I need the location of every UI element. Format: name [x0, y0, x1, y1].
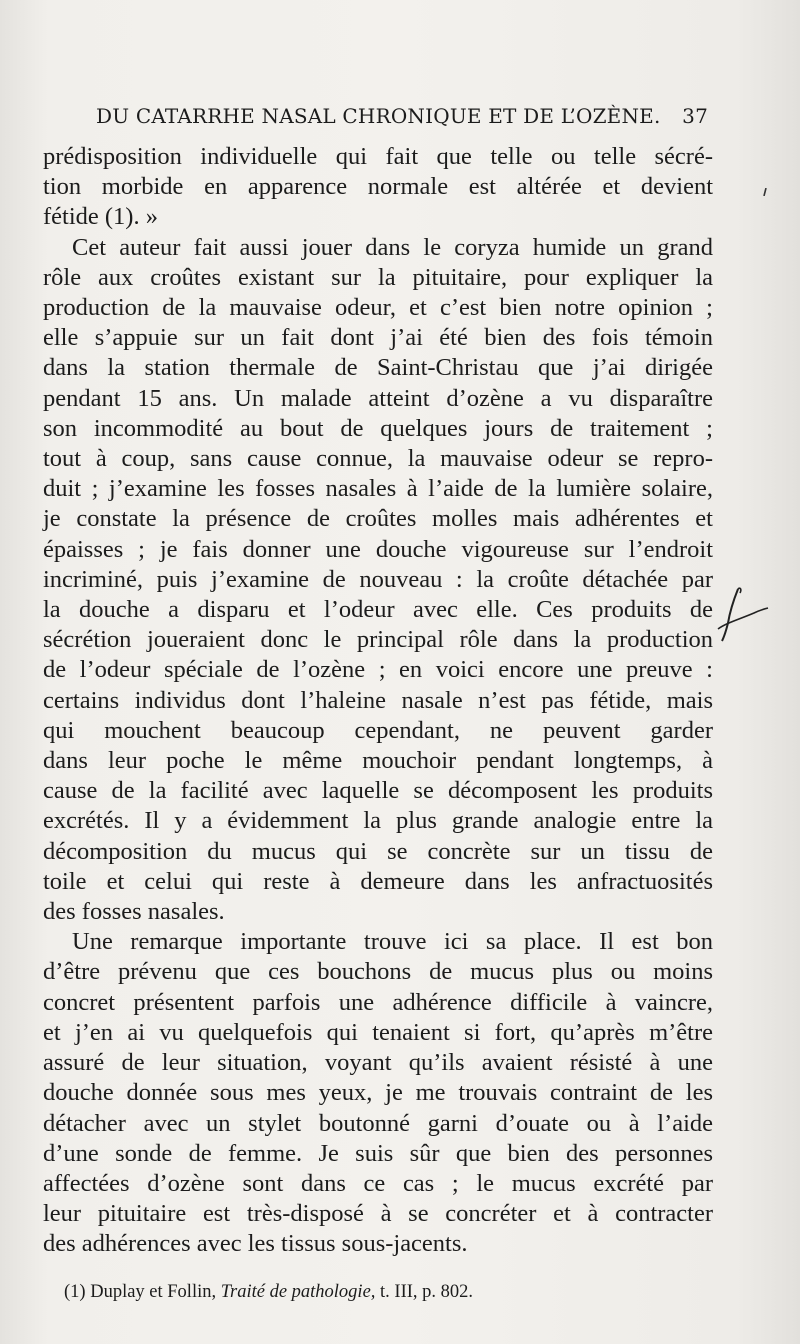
text-line: qui mouchent beaucoup cependant, ne peuvent garder: [43, 716, 713, 744]
text-line: Une remarque importante trouve ici sa place. Il est bon: [72, 928, 713, 956]
text-line: des adhérences avec les tissus sous-jacents.: [43, 1230, 468, 1258]
footnote: [64, 1282, 473, 1303]
text-line: prédisposition individuelle qui fait que telle ou telle sécré-: [43, 143, 713, 170]
text-line: la douche a disparu et l’odeur avec elle. Ces produits de: [43, 596, 713, 624]
running-title: DU CATARRHE NASAL CHRONIQUE ET DE L’OZÈNE.: [96, 104, 661, 128]
footnote-marker: (1): [64, 1282, 86, 1302]
text-line: production de la mauvaise odeur, et c’est bien notre opinion ;: [43, 294, 713, 322]
text-line: elle s’appuie sur un fait dont j’ai été bien des fois témoin: [43, 324, 713, 352]
text-line: cause de la facilité avec laquelle se décomposent les produits: [43, 777, 713, 805]
text-line: fétide (1). »: [43, 203, 158, 231]
text-line: Cet auteur fait aussi jouer dans le coryza humide un grand: [72, 233, 713, 261]
handwritten-margin-mark: [714, 585, 770, 645]
text-line: dans leur poche le même mouchoir pendant longtemps, à: [43, 747, 713, 775]
text-line: tout à coup, sans cause connue, la mauvaise odeur se repro-: [43, 445, 713, 473]
text-line: d’une sonde de femme. Je suis sûr que bien des personnes: [43, 1139, 713, 1167]
footnote-work-title: Traité de pathologie,: [220, 1282, 376, 1302]
text-line: sécrétion joueraient donc le principal rôle dans la production: [43, 626, 713, 654]
footnote-authors: Duplay et Follin,: [90, 1282, 217, 1302]
text-line: de l’odeur spéciale de l’ozène ; en voici encore une preuve :: [43, 656, 713, 684]
paragraph: [43, 142, 713, 233]
text-line: excrétés. Il y a évidemment la plus grande analogie entre la: [43, 807, 713, 835]
text-line: rôle aux croûtes existant sur la pituitaire, pour expliquer la: [43, 263, 713, 291]
text-line: des fosses nasales.: [43, 898, 225, 926]
text-line: décomposition du mucus qui se concrète sur un tissu de: [43, 837, 713, 865]
body-text: [43, 142, 713, 1260]
text-line: assuré de leur situation, voyant qu’ils avaient résisté à une: [43, 1049, 713, 1077]
text-line: dans la station thermale de Saint-Christau que j’ai dirigée: [43, 354, 713, 382]
text-line: leur pituitaire est très-disposé à se concréter et à contracter: [43, 1200, 713, 1228]
footnote-reference: t. III, p. 802.: [380, 1282, 474, 1302]
text-line: son incommodité au bout de quelques jours de traitement ;: [43, 414, 713, 442]
paragraph: [43, 233, 713, 928]
text-line: et j’en ai vu quelquefois qui tenaient si fort, qu’après m’être: [43, 1018, 713, 1046]
text-line: d’être prévenu que ces bouchons de mucus plus ou moins: [43, 958, 713, 986]
text-line: toile et celui qui reste à demeure dans les anfractuosités: [43, 867, 713, 895]
text-line: certains individus dont l’haleine nasale n’est pas fétide, mais: [43, 686, 713, 714]
paragraph: [43, 927, 713, 1259]
text-line: concret présentent parfois une adhérence difficile à vaincre,: [43, 988, 713, 1016]
text-line: duit ; j’examine les fosses nasales à l’aide de la lumière solaire,: [43, 475, 713, 503]
text-line: douche donnée sous mes yeux, je me trouvais contraint de les: [43, 1079, 713, 1107]
text-line: détacher avec un stylet boutonné garni d’ouate ou à l’aide: [43, 1109, 713, 1137]
text-line: épaisses ; je fais donner une douche vigoureuse sur l’endroit: [43, 535, 713, 563]
page-number: 37: [682, 104, 708, 128]
text-line: je constate la présence de croûtes molles mais adhérentes et: [43, 505, 713, 533]
text-line: tion morbide en apparence normale est altérée et devient: [43, 173, 713, 201]
margin-tick-mark: [762, 188, 768, 196]
text-line: affectées d’ozène sont dans ce cas ; le mucus excrété par: [43, 1169, 713, 1197]
text-line: incriminé, puis j’examine de nouveau : la croûte détachée par: [43, 565, 713, 593]
text-line: pendant 15 ans. Un malade atteint d’ozène a vu disparaître: [43, 384, 713, 412]
